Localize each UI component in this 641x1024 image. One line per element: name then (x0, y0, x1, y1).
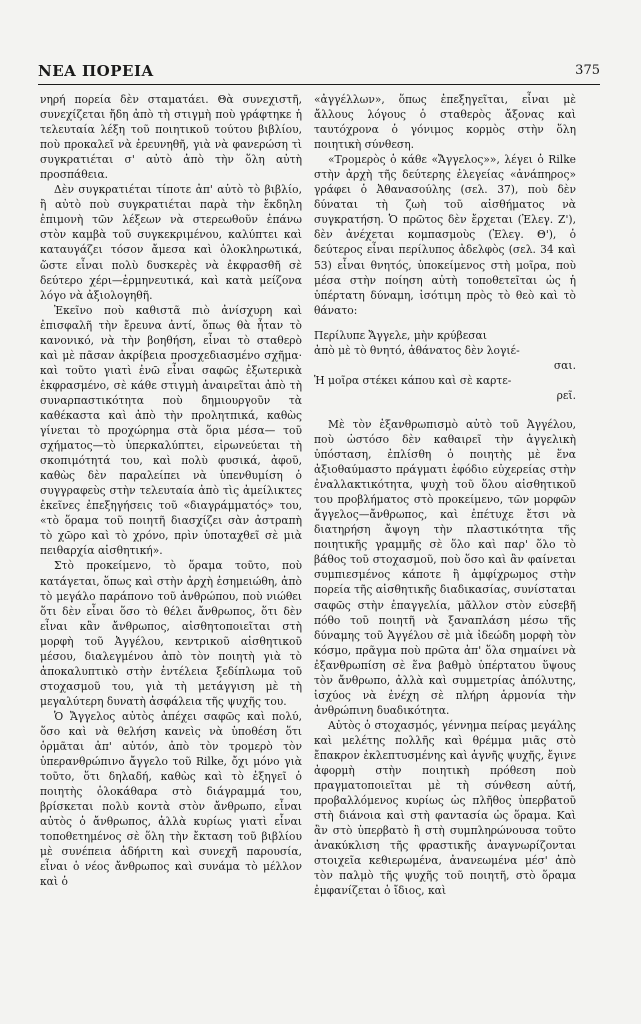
paragraph: «ἀγγέλλων», ὅπως ἐπεξηγεῖται, εἶναι μὲ ἄλλους λόγους ὁ σταθερὸς ἄξονας καὶ ταυτόχρονα ὁ γόνιμος κορμὸς στὴν ὅλη ποιητικὴ σύνθεση. (314, 93, 576, 152)
running-title: ΝΕΑ ΠΟΡΕΙΑ (38, 62, 154, 80)
verse-line-continuation: σαι. (553, 358, 576, 372)
page-header (38, 60, 600, 82)
paragraph: Δὲν συγκρατιέται τίποτε ἀπ' αὐτὸ τὸ βιβλίο, ἢ αὐτὸ ποὺ συγκρατιέται παρὰ τὴν ἔκδηλη ἐπιμονὴ τῶν λέξεων νὰ στερεωθοῦν ἐπάνω στὸν καμβὰ τοῦ συγκεκριμένου, καλύπτει καὶ καταυγάζει τόσον ἄμεσα καὶ ὁλοκληρωτικά, ὥστε εἶναι πολὺ δυσκερὲς νὰ ἐκφρασθῆ σὲ δεύτερο χέρι—ἑρμηνευτικά, καὶ κατὰ μείζονα λόγο νὰ ἀξιολογηθῆ. (40, 183, 302, 302)
page-number: 375 (575, 63, 600, 78)
paragraph: Ὁ Ἄγγελος αὐτὸς ἀπέχει σαφῶς καὶ πολύ, ὅσο καὶ νὰ θελήση κανεὶς νὰ ὑποθέση ὅτι ὁρμᾶται ἀπ' αὐτόν, ἀπὸ τὸν τρομερὸ τὸν ὑπερανθρώπινο ἄγγελο τοῦ Rilke, ὄχι μόνο γιὰ τοῦτο, ὅτι δηλαδή, καθὼς καὶ τὸ ἐξηγεῖ ὁ ποιητὴς ὁλοκάθαρα στὸ διάγραμμά του, βρίσκεται πολὺ κοντὰ στὸν ἄνθρωπο, εἶναι αὐτὸς ὁ ἄνθρωπος, ἀλλὰ κυρίως γιατὶ εἶναι τοποθετημένος σὲ ὅλη τὴν ἔκταση τοῦ βιβλίου μὲ συνέπεια ἀδήριτη καὶ συνεχῆ παρουσία, εἶναι ὁ νέος ἄνθρωπος καὶ συνάμα τὸ μέλλον καὶ ὁ (40, 709, 302, 889)
paragraph: «Τρομερὸς ὁ κάθε «Ἄγγελος»», λέγει ὁ Rilke στὴν ἀρχὴ τῆς δεύτερης ἐλεγείας «ἀνάπηρος» γράφει ὁ Ἀθανασούλης (σελ. 37), ποὺ δὲν δύναται τὴ ζωὴ τοῦ αἰσθήματος νὰ συγκρατήση. Ὁ πρῶτος δὲν ἔρχεται (Ἐλεγ. Ζ'), δὲν ἀνέχεται κομπασμοὺς (Ἐλεγ. Θ'), ὁ δεύτερος εἶναι περίλυπος ἀδελφὸς (σελ. 34 καὶ 53) εἶναι θνητός, ὑποκείμενος στὴ μοῖρα, ποὺ μέσα στὴν ποίηση αὐτὴ τοποθετεῖται ὡς ἡ ὑπέρτατη δύναμη, ἰσότιμη πρὸς τὸ θεὸ καὶ τὸ θάνατο: (314, 153, 576, 317)
left-column (40, 92, 302, 889)
paragraph: νηρή πορεία δὲν σταματάει. Θὰ συνεχιστῆ, συνεχίζεται ἤδη ἀπὸ τὴ στιγμὴ ποὺ γράφτηκε ἡ τελευταία λέξη τοῦ ποιητικοῦ τούτου βιβλίου, ποὺ προκαλεῖ νὰ ἐρευνηθῆ, γιὰ νὰ φανερώση τὶ συγκρατιέται σ' αὐτὸ ἀπὸ τὴν ὅλη αὐτὴ προσπάθεια. (40, 93, 302, 182)
verse-line-continuation: ρεῖ. (556, 388, 576, 402)
header-rule (38, 84, 600, 85)
paragraph: Ἐκεῖνο ποὺ καθιστᾶ πιὸ ἀνίσχυρη καὶ ἐπισφαλῆ τὴν ἔρευνα ἀντί, ὅπως θὰ ἦταν τὸ κανονικό, νὰ τὴν βοηθήση, εἶναι τὸ σταθερὸ καὶ μὲ πᾶσαν ἀκρίβεια προσχεδιασμένο σχῆμα· καὶ τοῦτο γιατὶ ἐνῶ εἶναι σαφῶς ἐξωτερικὰ ἐκφρασμένο, σὲ κάθε στιγμὴ ἀναιρεῖται ἀπὸ τὴ συναρπαστικότητα ποὺ δημιουργοῦν τὰ καθέκαστα καὶ ἀπὸ τὴν προλητπικά, καθὼς γίνεται τὸ προχώρημα στὰ ὅρια μέσα— τοῦ σχήματος—τὸ ὑπερκαλύπτει, εἰρωνεύεται τὴ σκοπιμότητά του, καὶ πολὺ φυσικά, ἀφοῦ, καθὼς δὲν παραλείπει νὰ ὑπενθυμίση ὁ συγγραφεὺς στὴν τελευταία ἀπὸ τὶς ἀμείλικτες ἐκεῖνες ἐπεξηγήσεις τοῦ «διαγράμματός» του, «τὸ ὅραμα τοῦ ποιητῆ διασχίζει σὰν ἀστραπὴ τὸ χῶρο καὶ τὸ χρόνο, πρὶν ὑποταχθεῖ σὲ μιὰ πειθαρχία αἰσθητική». (40, 303, 302, 558)
verse-line: ἀπὸ μὲ τὸ θνητό, ἀθάνατος δὲν λογιέ- (314, 343, 520, 357)
verse-line: Ἡ μοῖρα στέκει κάπου καὶ σὲ καρτε- (314, 373, 512, 387)
paragraph: Στὸ προκείμενο, τὸ ὅραμα τοῦτο, ποὺ κατάγεται, ὅπως καὶ στὴν ἀρχὴ ἐσημειώθη, ἀπὸ τὸ μεγάλο παράπονο τοῦ ἀνθρώπου, ποὺ νιώθει ὅτι δὲν εἶναι ὅσο τὸ θέλει ἄνθρωπος, ὅτι δὲν εἶναι κἂν ἄνθρωπος, αἰσθητοποιεῖται στὴ μορφὴ τοῦ Ἀγγέλου, κεντρικοῦ αἰσθητικοῦ μέσου, διαλεγμένου ἀπὸ τὸν ποιητὴ γιὰ τὸ ἀποκαλυπτικὸ στὴν ἐντέλεια ξεδίπλωμα τοῦ στοχασμοῦ του, γιὰ τὴ μετάγγιση μὲ τὴ μεγαλύτερη δυνατὴ ἀσφάλεια τῆς ψυχῆς του. (40, 559, 302, 708)
poem-quote (314, 328, 576, 403)
verse-line: Περίλυπε Ἄγγελε, μὴν κρύβεσαι (314, 328, 487, 342)
paragraph: Μὲ τὸν ἐξανθρωπισμὸ αὐτὸ τοῦ Ἀγγέλου, ποὺ ὡστόσο δὲν καθαιρεῖ τὴν ἀγγελικὴ ὑπόσταση, ἐπλίσθη ὁ ποιητὴς μὲ ἕνα ἀξιοθαύμαστο πράγματι ἐφόδιο εὐχερείας στὴν ἐναλλακτικότητα, ψυχὴ τοῦ ὅλου αἰσθητικοῦ του προβλήματος στὸ προκείμενο, τῶν μορφῶν ἄγγελος—ἄνθρωπος, καὶ ἐπέτυχε ἔτσι νὰ διατηρήση ἄψογη τὴν πλαστικότητα τῆς ποιητικῆς γραμμῆς σὲ ὅλο καὶ παρ' ὅλο τὸ βάθος τοῦ στοχασμοῦ, ποὺ ὅσο καὶ ἂν φαίνεται συμπιεσμένος κάποτε ἢ ἀμφίχρωμος στὴν πορεία τῆς αἰσθητικῆς διαδικασίας, συνίσταται σαφῶς στὴν ἐπαγγελία, μᾶλλον στὸν εὐσεβῆ πόθο τοῦ ποιητῆ νὰ ξαναπλάση μέσω τῆς δύναμης τοῦ Ἀγγέλου σὲ μιὰ ἰδεώδη μορφὴ τὸν κόσμο, πρᾶγμα ποὺ πρῶτα ἀπ' ὅλα σημαίνει νὰ ἐξανθρωπίση σὲ ἕνα βαθμὸ ὑπέρτατου ὕψους τὸν ἄνθρωπο, ἀλλὰ καὶ συμμετρίας ἀπόλυτης, ἰσχύος νὰ ἐνέχη σὲ πλήρη ἁρμονία τὴν ἀνθρώπινη δυαδικότητα. (314, 417, 576, 717)
paragraph: Αὐτὸς ὁ στοχασμός, γέννημα πείρας μεγάλης καὶ μελέτης πολλῆς καὶ θρέμμα μιᾶς στὸ ἔπακρον ἐκλεπτυσμένης καὶ ἁγνῆς ψυχῆς, ἔγινε ἀφορμὴ στὴν ποιητικὴ πρόθεση ποὺ πραγματοποιεῖται μὲ τὴ σύνθεση αὐτή, προβαλλόμενος κυρίως ὡς πλῆθος ὑπερβατοῦ στὴ διάνοια καὶ στὴ φαντασία ὡς ὅραμα. Καὶ ἂν στὸ ὑπερβατὸ ἢ στὴ συμπληρώνουσα τοῦτο ἀνακύκλιση τῆς φραστικῆς ἀναγνωρίζονται στοιχεῖα κεθιερωμένα, ἀνανεωμένα μέσ' ἀπὸ τὸν παλμὸ τῆς ψυχῆς τοῦ ποιητῆ, στὸ ὅραμα ἐμφανίζεται ὁ ἴδιος, καὶ (314, 718, 576, 898)
right-column (314, 92, 576, 898)
